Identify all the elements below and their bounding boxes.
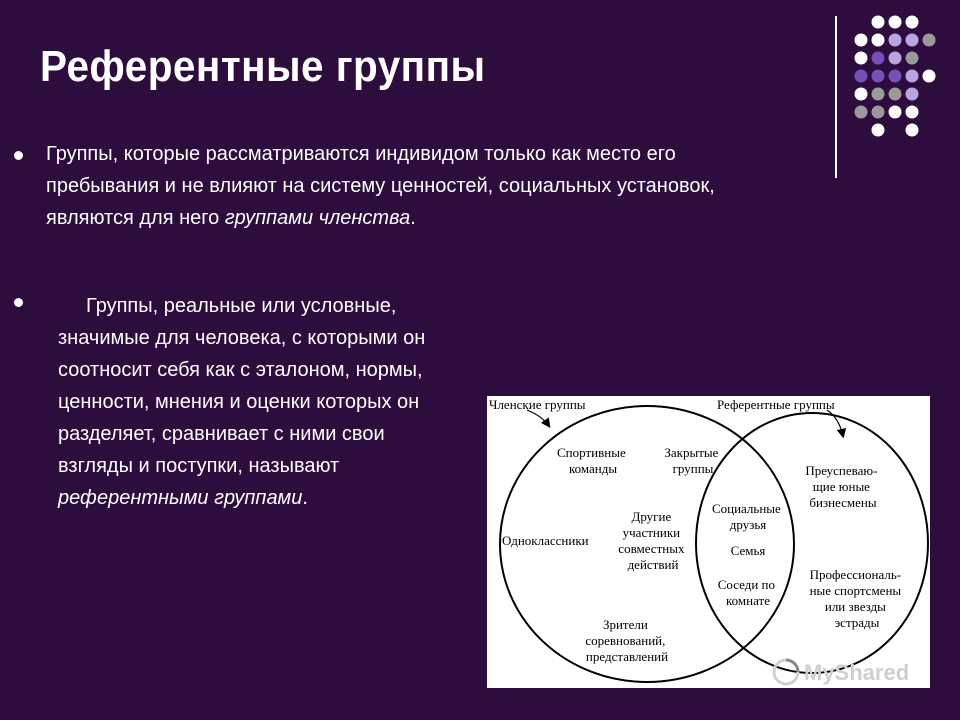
decorative-dot <box>889 52 902 65</box>
item-pro-athletes-stars: Профессиональ- ные спортсмены или звезды эстрады <box>809 567 902 630</box>
decorative-dot <box>855 52 868 65</box>
item-closed-groups: Закрытые группы <box>664 445 719 476</box>
decorative-dot <box>906 124 919 137</box>
decorative-dot <box>872 88 885 101</box>
decorative-dot <box>855 34 868 47</box>
item-roommates: Соседи по комнате <box>717 577 776 608</box>
decorative-dot <box>855 88 868 101</box>
decorative-dot <box>872 124 885 137</box>
decorative-dot <box>889 16 902 29</box>
decorative-dot <box>872 106 885 119</box>
bullet-line: Группы, которые рассматриваются индивидом только как место его <box>46 143 676 165</box>
bullet-line: пребывания и не влияют на систему ценностей, социальных установок, <box>46 175 715 197</box>
item-sports-teams: Спортивные команды <box>557 445 626 476</box>
decorative-dot <box>872 52 885 65</box>
decorative-dot <box>889 70 902 83</box>
term-membership-groups: группами членства <box>224 207 411 229</box>
venn-diagram <box>487 396 930 688</box>
watermark-logo <box>770 656 930 688</box>
decorative-dot <box>906 88 919 101</box>
bullet-line <box>58 482 488 514</box>
item-young-businessmen: Преуспеваю- щие юные бизнесмены <box>805 463 878 510</box>
item-other-participants: Другие участники совместных действий <box>618 509 685 572</box>
decorative-dot <box>906 106 919 119</box>
bullet-icon <box>14 151 23 160</box>
decorative-dot <box>906 70 919 83</box>
bullet-text: являются для него <box>46 207 225 229</box>
decorative-dot <box>889 88 902 101</box>
decorative-dot <box>855 106 868 119</box>
item-social-friends: Социальные друзья <box>711 501 781 532</box>
bullet-icon <box>14 298 23 307</box>
decorative-dot <box>889 34 902 47</box>
bullet-line: значимые для человека, с которыми он <box>58 327 426 349</box>
slide-title: Референтные группы <box>40 42 486 91</box>
decorative-dot <box>923 70 936 83</box>
decorative-dot <box>855 70 868 83</box>
bullet-line: взгляды и поступки, называют <box>58 455 340 477</box>
decorative-dot <box>872 34 885 47</box>
decorative-dot <box>872 16 885 29</box>
label-membership-groups: Членские группы <box>489 397 586 412</box>
bullet-reference-groups <box>58 290 488 514</box>
bullet-line: Группы, реальные или условные, <box>86 295 397 317</box>
label-reference-groups: Референтные группы <box>717 397 835 412</box>
bullet-line <box>46 202 806 234</box>
decorative-dot <box>923 34 936 47</box>
decorative-dot <box>906 52 919 65</box>
bullet-membership-groups <box>46 138 806 234</box>
bullet-line: разделяет, сравнивает с ними свои <box>58 423 385 445</box>
decorative-dot <box>906 16 919 29</box>
bullet-line: соотносит себя как с эталоном, нормы, <box>58 359 423 381</box>
item-classmates: Одноклассники <box>502 533 589 548</box>
term-reference-groups: референтными группами <box>58 487 303 509</box>
membership-arrow <box>527 410 549 426</box>
decorative-dot <box>889 106 902 119</box>
bullet-text-tail: . <box>410 207 416 229</box>
item-family: Семья <box>730 543 766 558</box>
bullet-text-tail: . <box>302 487 308 509</box>
decorative-dot <box>872 70 885 83</box>
bullet-line: ценности, мнения и оценки которых он <box>58 391 420 413</box>
decorative-vertical-line <box>835 16 837 178</box>
watermark-text: MyShared <box>804 660 910 685</box>
item-spectators: Зрители соревнований, представлений <box>585 617 669 664</box>
decorative-dot <box>906 34 919 47</box>
